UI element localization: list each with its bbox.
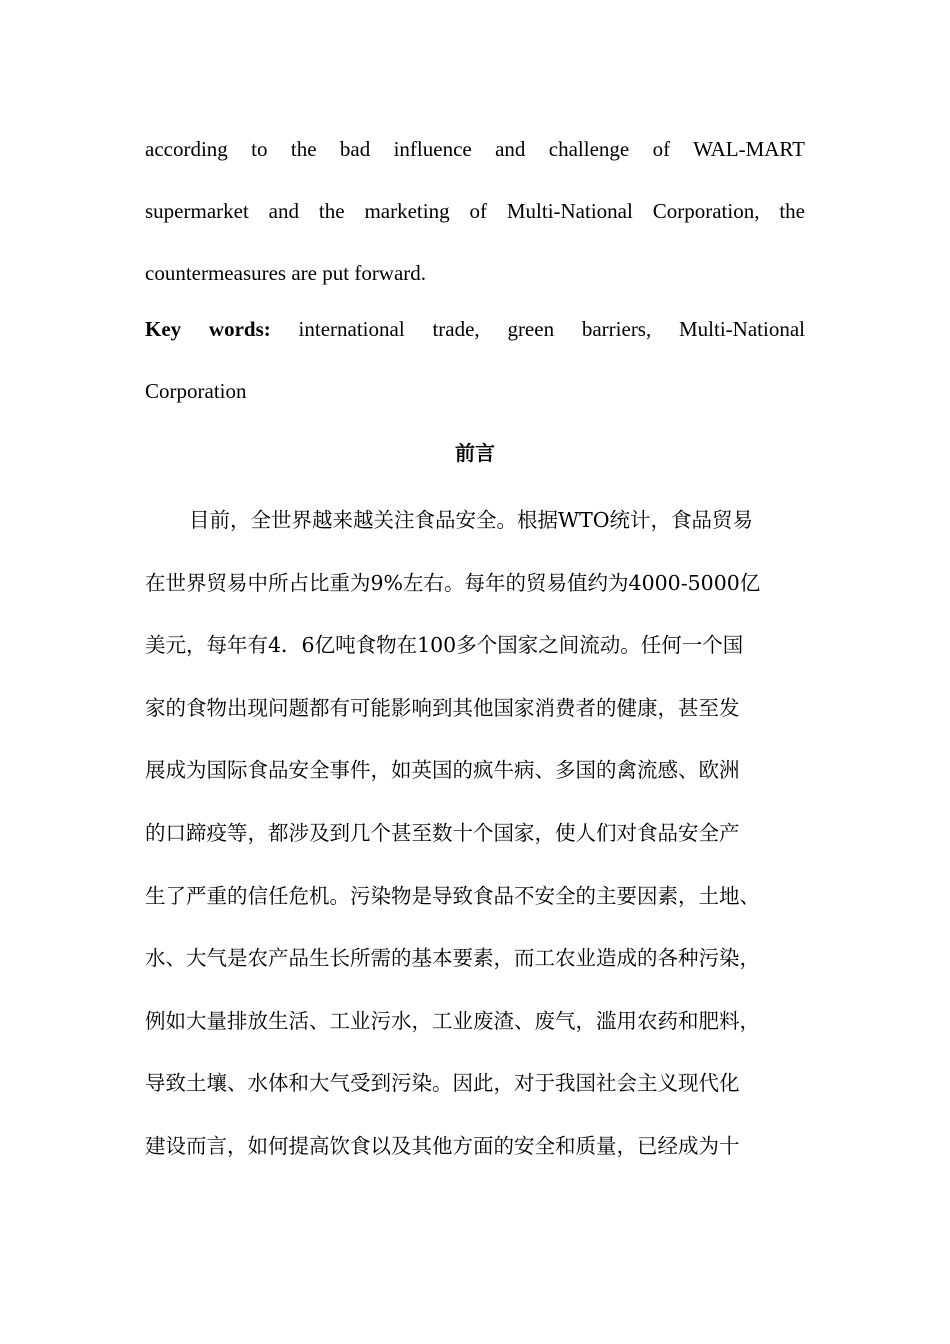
- body-line: 家的食物出现问题都有可能影响到其他国家消费者的健康，甚至发: [145, 695, 740, 720]
- abstract-line: supermarket and the marketing of Multi-National Corporation, the: [145, 199, 805, 223]
- body-line: 导致土壤、水体和大气受到污染。因此，对于我国社会主义现代化: [145, 1071, 740, 1096]
- section-title: 前言: [455, 441, 495, 465]
- keywords-label: Key words:: [145, 317, 271, 341]
- body-line: 生了严重的信任危机。污染物是导致食品不安全的主要因素，土地、: [145, 883, 760, 908]
- abstract-line: countermeasures are put forward.: [145, 261, 427, 285]
- body-line: 在世界贸易中所占比重为9%左右。每年的贸易值约为4000-5000亿: [145, 570, 761, 595]
- abstract-paragraph: [145, 118, 805, 304]
- body-line: 例如大量排放生活、工业污水，工业废渣、废气，滥用农药和肥料，: [145, 1008, 760, 1033]
- keywords-block: [145, 298, 805, 422]
- body-line: 水、大气是农产品生长所需的基本要素，而工农业造成的各种污染，: [145, 946, 760, 971]
- keywords-line: Corporation: [145, 379, 247, 403]
- keywords-line: [145, 298, 805, 360]
- body-line: 展成为国际食品安全事件，如英国的疯牛病、多国的禽流感、欧洲: [145, 758, 740, 783]
- keywords-text: international trade, green barriers, Multi-National: [270, 317, 805, 341]
- page-content: [145, 118, 805, 1178]
- body-line: 建设而言，如何提高饮食以及其他方面的安全和质量，已经成为十: [145, 1133, 740, 1158]
- section-body: [145, 489, 805, 1178]
- body-line: 美元，每年有4．6亿吨食物在100多个国家之间流动。任何一个国: [145, 633, 744, 658]
- abstract-line: according to the bad influence and challenge of WAL-MART: [145, 137, 805, 161]
- body-line: 目前，全世界越来越关注食品安全。根据WTO统计，食品贸易: [189, 508, 754, 532]
- body-line: 的口蹄疫等，都涉及到几个甚至数十个国家，使人们对食品安全产: [145, 820, 740, 845]
